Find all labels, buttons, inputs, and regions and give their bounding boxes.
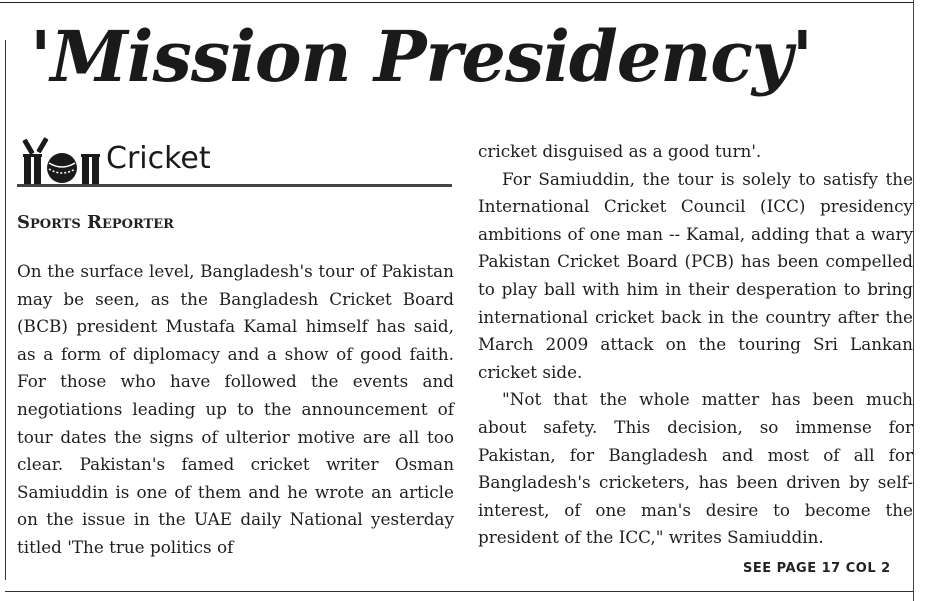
headline: 'Mission Presidency' (30, 15, 813, 98)
right-rule (913, 0, 914, 601)
right-column-paragraph-2: For Samiuddin, the tour is solely to satisfy the International Cricket Council (ICC) presidency ambitions of one man -- Kamal, adding that a wary Pakistan Cricket Board (PCB) has been compelled to play ball with him in their desperation to bring international cricket back in the country after the March 2009 attack on the touring Sri Lankan cricket side. (478, 168, 913, 382)
right-column-paragraph-3: "Not that the whole matter has been much about safety. This decision, so immense for Pakistan, for Bangladesh and most of all for Bangladesh's cricketers, has been driven by self-interest, of one man's desire to become the president of the ICC," writes Samiuddin. (478, 389, 913, 548)
cricket-logo-icon (22, 135, 102, 187)
right-column-continuation: cricket disguised as a good turn'. (478, 141, 762, 161)
section-divider (17, 184, 452, 187)
byline: Sports Reporter (17, 212, 174, 233)
left-rule (5, 40, 6, 580)
top-rule (0, 2, 913, 3)
section-label: Cricket (106, 141, 211, 176)
jump-line[interactable]: SEE PAGE 17 COL 2 (743, 561, 891, 576)
bottom-rule (5, 591, 913, 592)
right-column (478, 138, 913, 552)
left-column-text: On the surface level, Bangladesh's tour of Pakistan may be seen, as the Bangladesh Cricket Board (BCB) president Mustafa Kamal himself has said, as a form of diplomacy and a show of good faith. For those who have followed the events and negotiations leading up to the announcement of tour dates the signs of ulterior motive are all too clear. Pakistan's famed cricket writer Osman Samiuddin is one of them and he wrote an article on the issue in the UAE daily National yesterday titled 'The true politics of (17, 261, 454, 557)
